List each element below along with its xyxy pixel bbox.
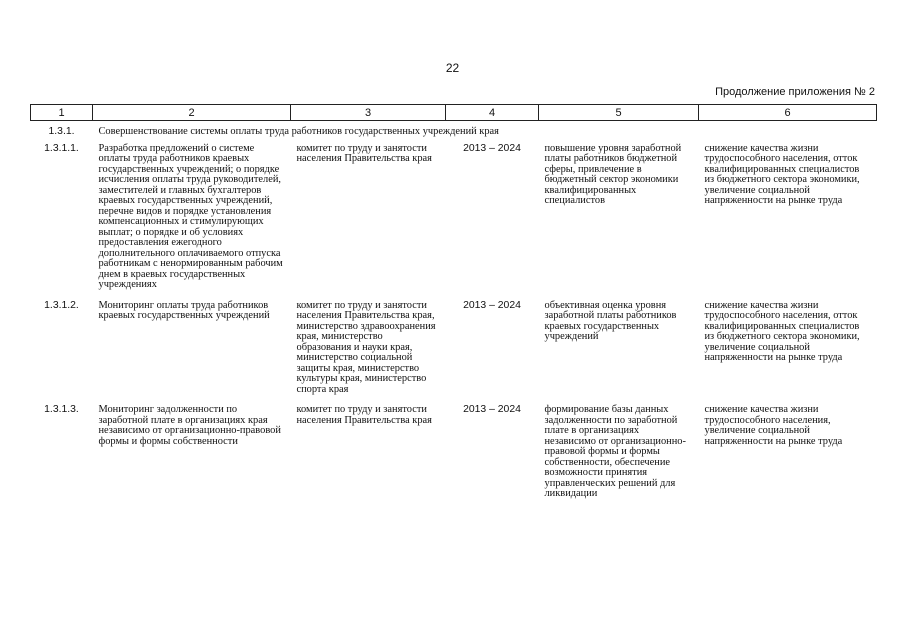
row-result: формирование базы данных задолженности по заработной плате в организациях независимо от организационно-правовой формы и формы собственности, обеспечение возможности принятия управленческих решений для ликвидации bbox=[544, 404, 686, 499]
row-activity: Мониторинг оплаты труда работников краевых государственных учреждений bbox=[98, 299, 270, 321]
row-number: 1.3.1.2. bbox=[44, 299, 79, 311]
column-header-4: 4 bbox=[446, 105, 539, 121]
row-executor: комитет по труду и занятости населения Правительства края bbox=[296, 404, 432, 426]
page-number: 22 bbox=[445, 61, 460, 75]
table-row bbox=[31, 295, 877, 400]
row-years: 2013 – 2024 bbox=[463, 142, 521, 154]
row-risks: снижение качества жизни трудоспособного населения, отток квалифицированных специалистов из бюджетного сектора экономики, увеличение социальной напряженности на рынке труда bbox=[704, 299, 860, 363]
column-header-3: 3 bbox=[291, 105, 446, 121]
row-number: 1.3.1.1. bbox=[44, 142, 79, 154]
row-years: 2013 – 2024 bbox=[463, 404, 521, 415]
section-row bbox=[31, 121, 877, 142]
row-executor: комитет по труду и занятости населения Правительства края, министерство здравоохранения края, министерство образования и науки края, министерство социальной защиты края, министерство культуры края, министерство спорта края bbox=[296, 299, 436, 395]
row-activity: Разработка предложений о системе оплаты труда работников краевых государственных учреждений; о порядке исчисления оплаты труда руководителей, заместителей и главных бухгалтеров краевых государственных учреждений, перечне видов и порядке установления компенсационных и стимулирующих выплат; о порядке и об условиях предоставления ежегодного дополнительного оплачиваемого отпуска работникам с ненормированным рабочим днем в краевых государственных учреждениях bbox=[98, 142, 283, 290]
column-number-row bbox=[31, 105, 877, 121]
table-row bbox=[31, 399, 877, 504]
row-risks: снижение качества жизни трудоспособного населения, отток квалифицированных специалистов из бюджетного сектора экономики, увеличение социальной напряженности на рынке труда bbox=[704, 142, 860, 206]
row-activity: Мониторинг задолженности по заработной плате в организациях края независимо от организационно-правовой формы и формы собственности bbox=[98, 404, 281, 447]
column-header-6: 6 bbox=[699, 105, 877, 121]
measures-table bbox=[30, 104, 877, 504]
row-years: 2013 – 2024 bbox=[463, 299, 521, 311]
column-header-5: 5 bbox=[539, 105, 699, 121]
column-header-2: 2 bbox=[93, 105, 291, 121]
row-risks: снижение качества жизни трудоспособного населения, увеличение социальной напряженности на рынке труда bbox=[704, 404, 843, 447]
continuation-label: Продолжение приложения № 2 bbox=[715, 86, 875, 98]
section-title: Совершенствование системы оплаты труда работников государственных учреждений края bbox=[98, 126, 499, 137]
column-header-1: 1 bbox=[31, 105, 93, 121]
table-row bbox=[31, 142, 877, 295]
row-executor: комитет по труду и занятости населения Правительства края bbox=[296, 142, 432, 164]
row-number: 1.3.1.3. bbox=[44, 404, 79, 415]
row-result: повышение уровня заработной платы работников бюджетной сферы, привлечение в бюджетный сектор экономики квалифицированных специалистов bbox=[544, 142, 682, 206]
section-number: 1.3.1. bbox=[48, 126, 75, 137]
row-result: объективная оценка уровня заработной платы работников краевых государственных учреждений bbox=[544, 299, 677, 342]
